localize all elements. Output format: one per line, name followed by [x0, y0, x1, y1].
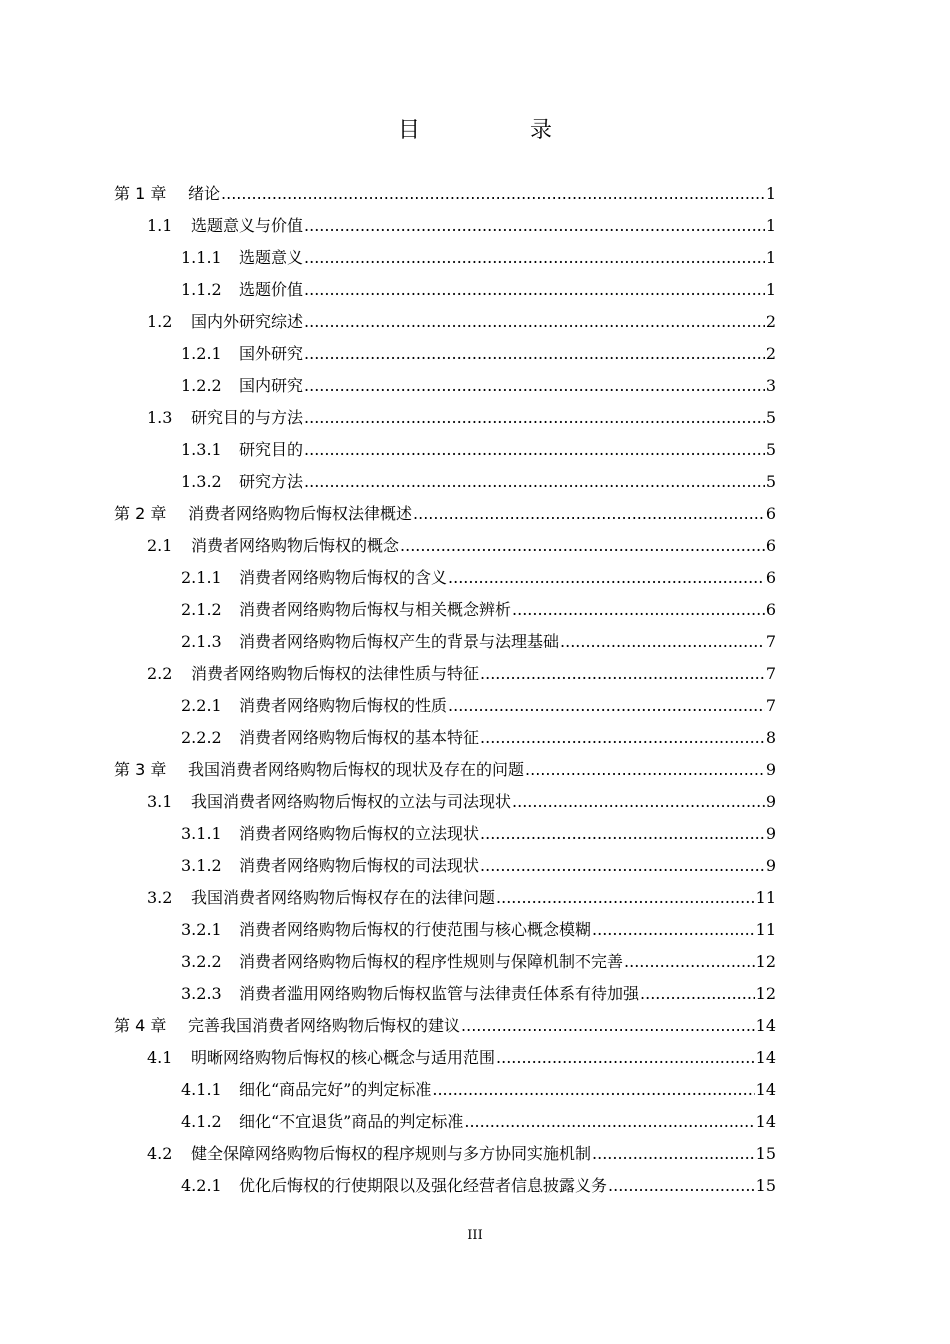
- toc-entry-page: 5: [765, 472, 776, 491]
- toc-dot-leader: [304, 338, 765, 370]
- toc-dot-leader: [400, 530, 765, 562]
- toc-dot-leader: [512, 594, 765, 626]
- toc-entry-number: 1.2: [147, 312, 173, 331]
- toc-entry-number: 2.1: [147, 536, 173, 555]
- toc-entry-title: 完善我国消费者网络购物后悔权的建议: [188, 1016, 461, 1035]
- toc-dot-leader: [448, 690, 765, 722]
- toc-dot-leader: [304, 370, 765, 402]
- toc-entry[interactable]: [181, 914, 776, 946]
- toc-entry-number: 4.2.1: [181, 1176, 222, 1195]
- toc-entry-number: 3.1: [147, 792, 173, 811]
- toc-dot-leader: [304, 210, 765, 242]
- toc-entry[interactable]: [181, 946, 776, 978]
- toc-entry-number: 1.1: [147, 216, 173, 235]
- toc-entry-title: 研究方法: [239, 472, 304, 491]
- toc-entry-title: 消费者网络购物后悔权的行使范围与核心概念模糊: [239, 920, 592, 939]
- toc-entry-title: 消费者网络购物后悔权法律概述: [188, 504, 413, 523]
- toc-entry-title: 国内外研究综述: [191, 312, 304, 331]
- toc-entry-number: 4.2: [147, 1144, 173, 1163]
- toc-entry[interactable]: [181, 1074, 776, 1106]
- toc-entry-number: 1.3.1: [181, 440, 222, 459]
- toc-entry-title: 消费者网络购物后悔权与相关概念辨析: [239, 600, 512, 619]
- toc-entry-title: 消费者网络购物后悔权的基本特征: [239, 728, 480, 747]
- toc-entry-number: 1.3.2: [181, 472, 222, 491]
- toc-entry-title: 消费者网络购物后悔权的性质: [239, 696, 448, 715]
- toc-entry[interactable]: [147, 1138, 776, 1170]
- toc-dot-leader: [432, 1074, 754, 1106]
- toc-entry-number: 4.1.2: [181, 1112, 222, 1131]
- toc-dot-leader: [304, 274, 765, 306]
- toc-entry-number: 4.1.1: [181, 1080, 222, 1099]
- toc-dot-leader: [304, 402, 765, 434]
- toc-entry-page: 3: [765, 376, 776, 395]
- toc-dot-leader: [480, 850, 765, 882]
- toc-entry-title: 健全保障网络购物后悔权的程序规则与多方协同实施机制: [191, 1144, 592, 1163]
- toc-entry[interactable]: [181, 690, 776, 722]
- toc-dot-leader: [304, 434, 765, 466]
- toc-entry-page: 6: [765, 600, 776, 619]
- toc-entry-page: 8: [765, 728, 776, 747]
- toc-dot-leader: [304, 306, 765, 338]
- toc-dot-leader: [496, 882, 755, 914]
- toc-entry-title: 绪论: [188, 184, 221, 203]
- toc-dot-leader: [560, 626, 765, 658]
- toc-entry-title: 消费者网络购物后悔权的含义: [239, 568, 448, 587]
- toc-dot-leader: [480, 722, 765, 754]
- toc-entry-page: 5: [765, 440, 776, 459]
- page-title: 目 录: [397, 118, 596, 143]
- toc-entry-title: 国内研究: [239, 376, 304, 395]
- toc-entry-number: 3.2: [147, 888, 173, 907]
- toc-entry-title: 国外研究: [239, 344, 304, 363]
- toc-entry-title: 选题价值: [239, 280, 304, 299]
- toc-dot-leader: [592, 1138, 755, 1170]
- toc-entry[interactable]: [181, 370, 776, 402]
- toc-entry[interactable]: [181, 1106, 776, 1138]
- toc-entry-page: 6: [765, 504, 776, 523]
- toc-entry-page: 6: [765, 568, 776, 587]
- toc-dot-leader: [464, 1106, 754, 1138]
- toc-entry-number: 1.3: [147, 408, 173, 427]
- toc-entry-page: 14: [755, 1016, 776, 1035]
- toc-entry-page: 5: [765, 408, 776, 427]
- toc-entry-title: 我国消费者网络购物后悔权的立法与司法现状: [191, 792, 512, 811]
- toc-entry[interactable]: [147, 1042, 776, 1074]
- toc-dot-leader: [640, 978, 755, 1010]
- toc-entry-number: 1.1.1: [181, 248, 222, 267]
- toc-entry-page: 2: [765, 312, 776, 331]
- toc-entry[interactable]: [147, 786, 776, 818]
- toc-entry-page: 9: [765, 856, 776, 875]
- toc-entry-page: 15: [755, 1144, 776, 1163]
- toc-entry-page: 1: [765, 216, 776, 235]
- toc-entry-title: 明晰网络购物后悔权的核心概念与适用范围: [191, 1048, 496, 1067]
- toc-dot-leader: [496, 1042, 755, 1074]
- toc-entry-title: 消费者滥用网络购物后悔权监管与法律责任体系有待加强: [239, 984, 640, 1003]
- toc-entry-title: 消费者网络购物后悔权的程序性规则与保障机制不完善: [239, 952, 624, 971]
- toc-entry[interactable]: [181, 818, 776, 850]
- toc-entry-number: 第 2 章: [114, 504, 167, 523]
- toc-entry-number: 2.2.1: [181, 696, 222, 715]
- toc-entry[interactable]: [114, 178, 776, 210]
- toc-entry-number: 3.2.1: [181, 920, 222, 939]
- toc-entry-page: 9: [765, 760, 776, 779]
- toc-entry-number: 第 1 章: [114, 184, 167, 203]
- toc-entry-page: 6: [765, 536, 776, 555]
- toc-dot-leader: [304, 242, 765, 274]
- toc-entry-number: 2.1.3: [181, 632, 222, 651]
- toc-entry[interactable]: [181, 722, 776, 754]
- toc-entry-page: 12: [755, 952, 776, 971]
- toc-entry-page: 1: [765, 184, 776, 203]
- toc-entry[interactable]: [114, 498, 776, 530]
- toc-dot-leader: [448, 562, 765, 594]
- toc-dot-leader: [480, 818, 765, 850]
- toc-entry-page: 9: [765, 824, 776, 843]
- toc-entry[interactable]: [181, 594, 776, 626]
- toc-entry[interactable]: [181, 338, 776, 370]
- toc-dot-leader: [512, 786, 765, 818]
- toc-entry-title: 我国消费者网络购物后悔权的现状及存在的问题: [188, 760, 525, 779]
- toc-entry[interactable]: [181, 850, 776, 882]
- toc-entry-title: 研究目的: [239, 440, 304, 459]
- toc-entry-title: 消费者网络购物后悔权的法律性质与特征: [191, 664, 480, 683]
- toc-entry-page: 7: [765, 632, 776, 651]
- toc-entry-number: 2.1.1: [181, 568, 222, 587]
- toc-entry-number: 2.1.2: [181, 600, 222, 619]
- toc-entry-number: 3.1.1: [181, 824, 222, 843]
- toc-entry[interactable]: [147, 530, 776, 562]
- toc-entry[interactable]: [181, 562, 776, 594]
- toc-dot-leader: [304, 466, 765, 498]
- toc-entry[interactable]: [114, 754, 776, 786]
- toc-entry-title: 消费者网络购物后悔权产生的背景与法理基础: [239, 632, 560, 651]
- toc-entry-page: 14: [755, 1080, 776, 1099]
- toc-entry-page: 7: [765, 696, 776, 715]
- toc-entry-title: 消费者网络购物后悔权的司法现状: [239, 856, 480, 875]
- toc-entry-page: 15: [755, 1176, 776, 1195]
- toc-entry-page: 14: [755, 1112, 776, 1131]
- toc-dot-leader: [608, 1170, 755, 1202]
- toc-entry-number: 第 4 章: [114, 1016, 167, 1035]
- toc-entry[interactable]: [181, 242, 776, 274]
- toc-entry-title: 我国消费者网络购物后悔权存在的法律问题: [191, 888, 496, 907]
- toc-entry[interactable]: [147, 658, 776, 690]
- toc-entry-number: 4.1: [147, 1048, 173, 1067]
- toc-entry-page: 11: [755, 920, 776, 939]
- toc-entry-number: 3.2.3: [181, 984, 222, 1003]
- toc-dot-leader: [221, 178, 765, 210]
- toc-entry-title: 优化后悔权的行使期限以及强化经营者信息披露义务: [239, 1176, 608, 1195]
- toc-entry-title: 细化“商品完好”的判定标准: [239, 1080, 432, 1099]
- toc-entry-number: 1.1.2: [181, 280, 222, 299]
- toc-entry-number: 2.2.2: [181, 728, 222, 747]
- toc-entry[interactable]: [181, 274, 776, 306]
- toc-dot-leader: [461, 1010, 755, 1042]
- toc-entry-number: 3.2.2: [181, 952, 222, 971]
- toc-entry-number: 第 3 章: [114, 760, 167, 779]
- toc-entry-title: 消费者网络购物后悔权的立法现状: [239, 824, 480, 843]
- toc-dot-leader: [525, 754, 765, 786]
- toc-entry[interactable]: [147, 210, 776, 242]
- toc-entry-title: 选题意义: [239, 248, 304, 267]
- toc-entry-number: 3.1.2: [181, 856, 222, 875]
- toc-entry-title: 研究目的与方法: [191, 408, 304, 427]
- toc-dot-leader: [592, 914, 755, 946]
- toc-entry[interactable]: [147, 882, 776, 914]
- toc-entry[interactable]: [181, 626, 776, 658]
- toc-entry-number: 1.2.1: [181, 344, 222, 363]
- toc-entry-page: 1: [765, 248, 776, 267]
- toc-entry[interactable]: [147, 306, 776, 338]
- toc-entry[interactable]: [181, 434, 776, 466]
- toc-dot-leader: [413, 498, 765, 530]
- page-number: III: [467, 1228, 483, 1243]
- toc-entry-title: 选题意义与价值: [191, 216, 304, 235]
- toc-entry-page: 9: [765, 792, 776, 811]
- toc-entry-number: 2.2: [147, 664, 173, 683]
- toc-entry[interactable]: [181, 978, 776, 1010]
- toc-entry-page: 2: [765, 344, 776, 363]
- toc-entry[interactable]: [114, 1010, 776, 1042]
- toc-entry-page: 14: [755, 1048, 776, 1067]
- toc-entry-page: 12: [755, 984, 776, 1003]
- toc-entry[interactable]: [181, 1170, 776, 1202]
- toc-entry[interactable]: [181, 466, 776, 498]
- toc-entry-number: 1.2.2: [181, 376, 222, 395]
- toc-entry-title: 细化“不宜退货”商品的判定标准: [239, 1112, 464, 1131]
- toc-entry-page: 11: [755, 888, 776, 907]
- toc-entry-page: 1: [765, 280, 776, 299]
- toc-dot-leader: [624, 946, 755, 978]
- toc-entry[interactable]: [147, 402, 776, 434]
- toc-dot-leader: [480, 658, 765, 690]
- toc-entry-title: 消费者网络购物后悔权的概念: [191, 536, 400, 555]
- toc-entry-page: 7: [765, 664, 776, 683]
